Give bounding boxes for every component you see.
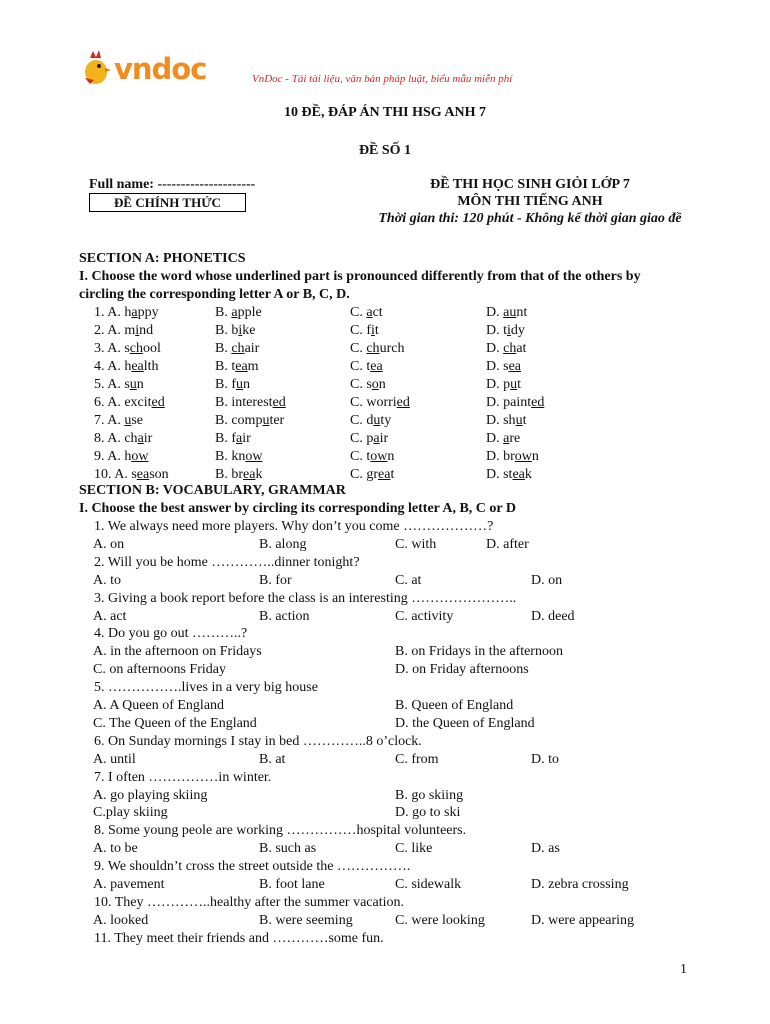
section-a-instruction-cont: circling the corresponding letter A or B, C, D. — [79, 287, 350, 302]
phonetic-option[interactable]: D. brown — [486, 449, 539, 464]
svg-text:vndoc: vndoc — [114, 52, 207, 86]
underlined-sound: ed — [272, 395, 286, 410]
question-text: 11. They meet their friends and …………some fun. — [94, 931, 384, 946]
rooster-icon — [85, 50, 111, 84]
question-text: 5. …………….lives in a very big house — [94, 680, 318, 695]
underlined-sound: ed — [531, 395, 545, 410]
question-text: 2. Will you be home …………..dinner tonight? — [94, 555, 360, 570]
answer-option[interactable]: C. from — [395, 752, 439, 767]
underlined-sound: ed — [151, 395, 165, 410]
underlined-sound: ch — [129, 341, 144, 356]
answer-option[interactable]: D. the Queen of England — [395, 716, 535, 731]
underlined-sound: au — [503, 305, 517, 320]
question-text: 6. On Sunday mornings I stay in bed …………..8 o’clock. — [94, 734, 422, 749]
phonetic-option[interactable]: 9. A. how — [94, 449, 149, 464]
section-a-instruction: I. Choose the word whose underlined part is pronounced differently from that of the others by — [79, 269, 641, 284]
phonetic-option[interactable]: D. tidy — [486, 323, 525, 338]
answer-option[interactable]: B. foot lane — [259, 877, 325, 892]
phonetic-option[interactable]: 5. A. sun — [94, 377, 144, 392]
phonetic-option[interactable]: C. great — [350, 467, 395, 482]
answer-option[interactable]: B. were seeming — [259, 913, 353, 928]
section-b-instruction: I. Choose the best answer by circling its corresponding letter A, B, C or D — [79, 501, 516, 516]
answer-option[interactable]: D. on Friday afternoons — [395, 662, 529, 677]
answer-option[interactable]: C. The Queen of the England — [93, 716, 257, 731]
answer-option[interactable]: A. until — [93, 752, 136, 767]
underlined-sound: a — [131, 305, 138, 320]
phonetic-option[interactable]: C. town — [350, 449, 395, 464]
phonetic-option[interactable]: B. know — [215, 449, 263, 464]
phonetic-option[interactable]: B. apple — [215, 305, 262, 320]
answer-option[interactable]: D. deed — [531, 609, 575, 624]
phonetic-option[interactable]: B. fair — [215, 431, 251, 446]
phonetic-option[interactable]: D. sea — [486, 359, 521, 374]
answer-option[interactable]: A. looked — [93, 913, 149, 928]
answer-option[interactable]: D. on — [531, 573, 563, 588]
answer-option[interactable]: C. at — [395, 573, 422, 588]
underlined-sound: u — [236, 377, 243, 392]
section-a-heading: SECTION A: PHONETICS — [79, 251, 246, 266]
underlined-sound: ea — [512, 467, 525, 482]
answer-option[interactable]: D. to — [531, 752, 559, 767]
phonetic-option[interactable]: D. put — [486, 377, 522, 392]
phonetic-option[interactable]: B. chair — [215, 341, 260, 356]
answer-option[interactable]: A. to — [93, 573, 121, 588]
phonetic-option[interactable]: C. pair — [350, 431, 389, 446]
phonetic-option[interactable]: C. church — [350, 341, 405, 356]
exam-title: ĐỀ THI HỌC SINH GIỎI LỚP 7 — [430, 177, 630, 192]
answer-option[interactable]: B. action — [259, 609, 310, 624]
answer-option[interactable]: A. go playing skiing — [93, 788, 208, 803]
answer-option[interactable]: C. were looking — [395, 913, 485, 928]
underlined-sound: i — [507, 323, 511, 338]
underlined-sound: ch — [231, 341, 245, 356]
answer-option[interactable]: A. to be — [93, 841, 138, 856]
answer-option[interactable]: C. with — [395, 537, 437, 552]
underlined-sound: ea — [508, 359, 521, 374]
question-text: 7. I often ……………in winter. — [94, 770, 272, 785]
phonetic-option[interactable]: 8. A. chair — [94, 431, 153, 446]
phonetic-option[interactable]: B. fun — [215, 377, 250, 392]
question-text: 3. Giving a book report before the class is an interesting ………………….. — [94, 591, 517, 606]
document-title: 10 ĐỀ, ĐÁP ÁN THI HSG ANH 7 — [284, 105, 486, 120]
phonetic-option[interactable]: C. duty — [350, 413, 392, 428]
phonetic-option[interactable]: 2. A. mind — [94, 323, 154, 338]
phonetic-option[interactable]: 10. A. season — [94, 467, 169, 482]
answer-option[interactable]: A. act — [93, 609, 127, 624]
answer-option[interactable]: D. as — [531, 841, 560, 856]
underlined-sound: ed — [396, 395, 410, 410]
answer-option[interactable]: D. were appearing — [531, 913, 635, 928]
underlined-sound: a — [373, 431, 380, 446]
underlined-sound: ch — [503, 341, 517, 356]
question-text: 8. Some young peole are working ……………hospital volunteers. — [94, 823, 467, 838]
phonetic-option[interactable]: 7. A. use — [94, 413, 144, 428]
question-text: 4. Do you go out ………..? — [94, 626, 248, 641]
underlined-sound: ea — [370, 359, 383, 374]
phonetic-option[interactable]: 4. A. health — [94, 359, 159, 374]
site-tagline: VnDoc - Tải tài liệu, văn bản pháp luật, biểu mẫu miễn phí — [252, 73, 513, 85]
phonetic-option[interactable]: B. team — [215, 359, 259, 374]
underlined-sound: a — [236, 431, 243, 446]
answer-option[interactable]: A. on — [93, 537, 125, 552]
underlined-sound: i — [135, 323, 140, 338]
underlined-sound: u — [373, 413, 381, 428]
phonetic-option[interactable]: D. chat — [486, 341, 527, 356]
phonetic-option[interactable]: D. painted — [486, 395, 545, 410]
underlined-sound: u — [510, 377, 518, 392]
underlined-sound: a — [231, 305, 238, 320]
phonetic-option[interactable]: 3. A. school — [94, 341, 161, 356]
vndoc-logo — [80, 48, 220, 88]
page-number: 1 — [680, 962, 687, 977]
phonetic-option[interactable]: 1. A. happy — [94, 305, 159, 320]
phonetic-option[interactable]: 6. A. excited — [94, 395, 165, 410]
underlined-sound: a — [366, 305, 373, 320]
underlined-sound: i — [238, 323, 243, 338]
underlined-sound: o — [371, 377, 379, 392]
question-text: 9. We shouldn’t cross the street outside the ……………. — [94, 859, 411, 874]
underlined-sound: u — [262, 413, 270, 428]
answer-option[interactable]: D. go to ski — [395, 805, 461, 820]
answer-option[interactable]: B. for — [259, 573, 292, 588]
underlined-sound: a — [137, 431, 144, 446]
question-text: 1. We always need more players. Why don’t you come ………………? — [94, 519, 494, 534]
phonetic-option[interactable]: B. interested — [215, 395, 286, 410]
answer-option[interactable]: B. on Fridays in the afternoon — [395, 644, 563, 659]
answer-option[interactable]: D. zebra crossing — [531, 877, 629, 892]
phonetic-option[interactable]: C. son — [350, 377, 386, 392]
answer-option[interactable]: B. at — [259, 752, 286, 767]
phonetic-option[interactable]: C. tea — [350, 359, 383, 374]
exam-subject: MÔN THI TIẾNG ANH — [457, 194, 603, 209]
underlined-sound: u — [129, 377, 137, 392]
answer-option[interactable]: A. A Queen of England — [93, 698, 225, 713]
underlined-sound: a — [503, 431, 510, 446]
official-exam-box: ĐỀ CHÍNH THỨC — [89, 193, 246, 212]
underlined-sound: ea — [136, 467, 150, 482]
phonetic-option[interactable]: C. fit — [350, 323, 379, 338]
answer-option[interactable]: C. activity — [395, 609, 454, 624]
phonetic-option[interactable]: D. shut — [486, 413, 527, 428]
phonetic-option[interactable]: B. bike — [215, 323, 256, 338]
answer-option[interactable]: A. in the afternoon on Fridays — [93, 644, 262, 659]
answer-option[interactable]: B. such as — [259, 841, 317, 856]
underlined-sound: i — [371, 323, 375, 338]
underlined-sound: ch — [366, 341, 380, 356]
phonetic-option[interactable]: D. steak — [486, 467, 532, 482]
phonetic-option[interactable]: C. act — [350, 305, 383, 320]
answer-option[interactable]: B. Queen of England — [395, 698, 514, 713]
answer-option[interactable]: B. go skiing — [395, 788, 464, 803]
phonetic-option[interactable]: D. are — [486, 431, 521, 446]
phonetic-option[interactable]: C. worried — [350, 395, 410, 410]
underlined-sound: ow — [131, 449, 149, 464]
underlined-sound: ow — [370, 449, 388, 464]
underlined-sound: ea — [243, 467, 256, 482]
underlined-sound: ow — [514, 449, 532, 464]
question-text: 10. They …………..healthy after the summer vacation. — [94, 895, 404, 910]
exam-time: Thời gian thi: 120 phút - Không kể thời gian giao đề — [378, 211, 682, 226]
answer-option[interactable]: C. like — [395, 841, 433, 856]
underlined-sound: ea — [235, 359, 248, 374]
underlined-sound: u — [124, 413, 132, 428]
answer-option[interactable]: A. pavement — [93, 877, 165, 892]
underlined-sound: ow — [245, 449, 263, 464]
underlined-sound: ea — [378, 467, 391, 482]
section-b-heading: SECTION B: VOCABULARY, GRAMMAR — [79, 483, 346, 498]
underlined-sound: ea — [131, 359, 144, 374]
answer-option[interactable]: C. sidewalk — [395, 877, 462, 892]
answer-option[interactable]: D. after — [486, 537, 529, 552]
exam-number: ĐỀ SỐ 1 — [358, 143, 412, 158]
phonetic-option[interactable]: D. aunt — [486, 305, 528, 320]
answer-option[interactable]: B. along — [259, 537, 307, 552]
full-name-field: Full name: --------------------- — [89, 177, 256, 192]
answer-option[interactable]: C.play skiing — [93, 805, 168, 820]
answer-option[interactable]: C. on afternoons Friday — [93, 662, 226, 677]
phonetic-option[interactable]: B. computer — [215, 413, 285, 428]
underlined-sound: u — [515, 413, 523, 428]
phonetic-option[interactable]: B. break — [215, 467, 263, 482]
